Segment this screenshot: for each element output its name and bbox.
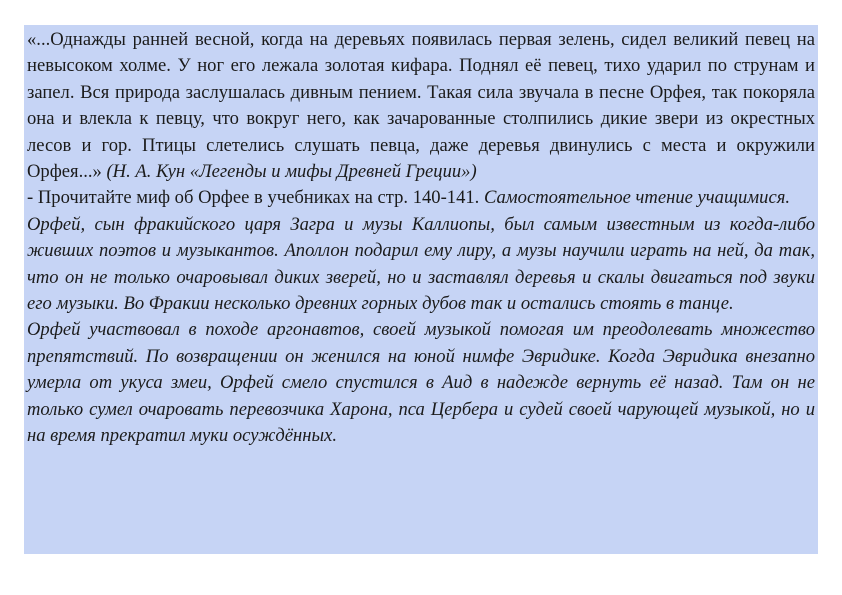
instruction-text: - Прочитайте миф об Орфее в учебниках на стр. 140-141.	[27, 187, 480, 209]
myth-paragraph-2: Орфей участвовал в походе аргонавтов, своей музыкой помогая им преодолевать множество препятствий. По возвращении он женился на юной нимфе Эвридике. Когда Эвридика внезапно умерла от укуса змеи, Орфей смело спустился в Аид в надежде вернуть её назад. Там он не только сумел очаровать перевозчика Харона, пса Цербера и судей своей чарующей музыкой, но и на время прекратил муки осуждённых.	[27, 319, 815, 447]
quote-paragraph	[27, 27, 815, 185]
text-block	[24, 25, 818, 554]
quote-text: «...Однажды ранней весной, когда на деревьях появилась первая зелень, сидел великий певец на невысоком холме. У ног его лежала золотая кифара. Поднял её певец, тихо ударил по струнам и запел. Вся природа заслушалась дивным пением. Такая сила звучала в песне Орфея, так покоряла она и влекла к певцу, что вокруг него, как зачарованные столпились дикие звери из окрестных лесов и гор. Птицы слетелись слушать певца, даже деревья двинулись с места и окружили Орфея...»	[27, 29, 815, 183]
instruction-note: Самостоятельное чтение учащимися.	[483, 187, 790, 209]
instruction-paragraph	[27, 185, 815, 211]
quote-source: (Н. А. Кун «Легенды и мифы Древней Греции»)	[106, 161, 477, 183]
myth-paragraph-1: Орфей, сын фракийского царя Загра и музы Каллиопы, был самым известным из когда-либо живших поэтов и музыкантов. Аполлон подарил ему лиру, а музы научили играть на ней, да так, что он не только очаровывал диких зверей, но и заставлял деревья и скалы двигаться под звуки его музыки. Во Фракии несколько древних горных дубов так и остались стоять в танце.	[27, 213, 815, 315]
